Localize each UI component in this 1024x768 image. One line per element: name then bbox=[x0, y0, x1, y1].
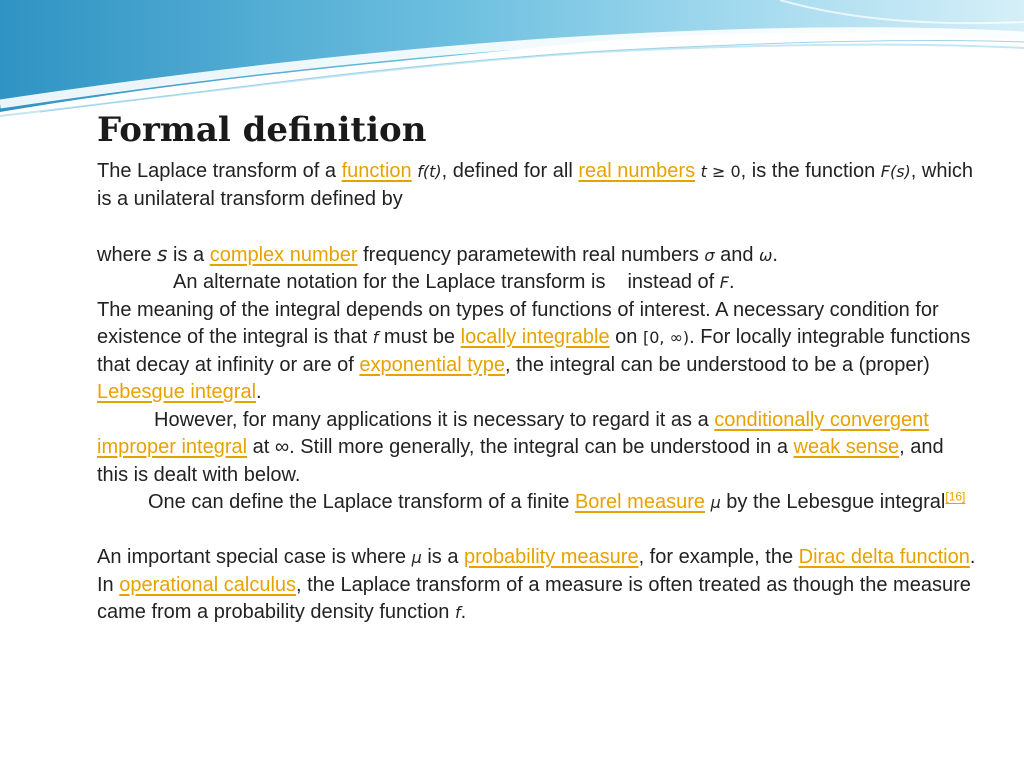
math-omega: ω bbox=[759, 245, 773, 265]
math-f: f bbox=[372, 328, 379, 347]
reference-16-link[interactable]: [16] bbox=[945, 489, 966, 504]
slide-body bbox=[97, 158, 977, 627]
link-improper-integral[interactable]: improper integral bbox=[97, 436, 248, 458]
paragraph-special-case: An important special case is where μ is a probability measure, for example, the Dirac delta function. In operational calculus, the Laplace transform of a measure is often treated as though the measure came from a probability density function f. bbox=[97, 546, 976, 623]
slide-content bbox=[97, 108, 977, 627]
math-mu: μ bbox=[411, 548, 422, 567]
math-f: f bbox=[454, 603, 461, 622]
link-dirac-delta-function[interactable]: Dirac delta function bbox=[798, 546, 970, 568]
spacer bbox=[97, 517, 977, 545]
slide-title: Formal definition bbox=[97, 110, 427, 150]
paragraph-complex-parameter: where s is a complex number frequency parametewith real numbers σ and ω. bbox=[97, 241, 778, 266]
paragraph-alternate-notation: An alternate notation for the Laplace transform is instead of F. bbox=[173, 271, 735, 293]
link-conditionally-convergent[interactable]: conditionally convergent bbox=[714, 408, 929, 431]
link-real-numbers[interactable]: real numbers bbox=[578, 160, 696, 182]
link-probability-measure[interactable]: probability measure bbox=[464, 546, 639, 568]
link-weak-sense[interactable]: weak sense bbox=[793, 436, 900, 458]
math-t: t bbox=[700, 162, 707, 181]
link-exponential-type[interactable]: exponential type bbox=[359, 353, 506, 376]
math-F: F bbox=[719, 273, 729, 292]
math-F-of-s: F(s) bbox=[880, 162, 911, 181]
link-operational-calculus[interactable]: operational calculus bbox=[119, 573, 297, 596]
math-mu: μ bbox=[710, 493, 721, 512]
link-borel-measure[interactable]: Borel measure bbox=[574, 491, 705, 513]
math-ge-zero: ≥ 0 bbox=[706, 162, 741, 181]
link-locally-integrable[interactable]: locally integrable bbox=[460, 326, 610, 348]
link-complex-number[interactable]: complex number bbox=[209, 243, 358, 266]
link-lebesgue-integral[interactable]: Lebesgue integral bbox=[97, 381, 257, 403]
math-f-of-t: f(t) bbox=[417, 162, 442, 181]
math-sigma: σ bbox=[704, 245, 715, 265]
paragraph-definition: The Laplace transform of a function f(t), defined for all real numbers t ≥ 0, is the function F(s), which is a unilateral transform defined by bbox=[97, 160, 974, 210]
math-interval: [0, ∞) bbox=[642, 328, 690, 347]
paragraph-borel-measure: One can define the Laplace transform of a finite Borel measure μ by the Lebesgue integral[16] bbox=[148, 489, 966, 513]
math-s: s bbox=[157, 241, 168, 266]
paragraph-improper-integral: However, for many applications it is necessary to regard it as a conditionally convergent improper integral at ∞. Still more generally, the integral can be understood in a weak sense, and this is dealt with below. bbox=[97, 408, 944, 486]
spacer bbox=[97, 213, 977, 241]
paragraph-integral-meaning: The meaning of the integral depends on types of functions of interest. A necessary condition for existence of the integral is that f must be locally integrable on [0, ∞). For locally integrable functions that decay at infinity or are of exponential type, the integral can be understood to be a (proper) Lebesgue integral. bbox=[97, 298, 971, 403]
link-function[interactable]: function bbox=[341, 160, 412, 182]
